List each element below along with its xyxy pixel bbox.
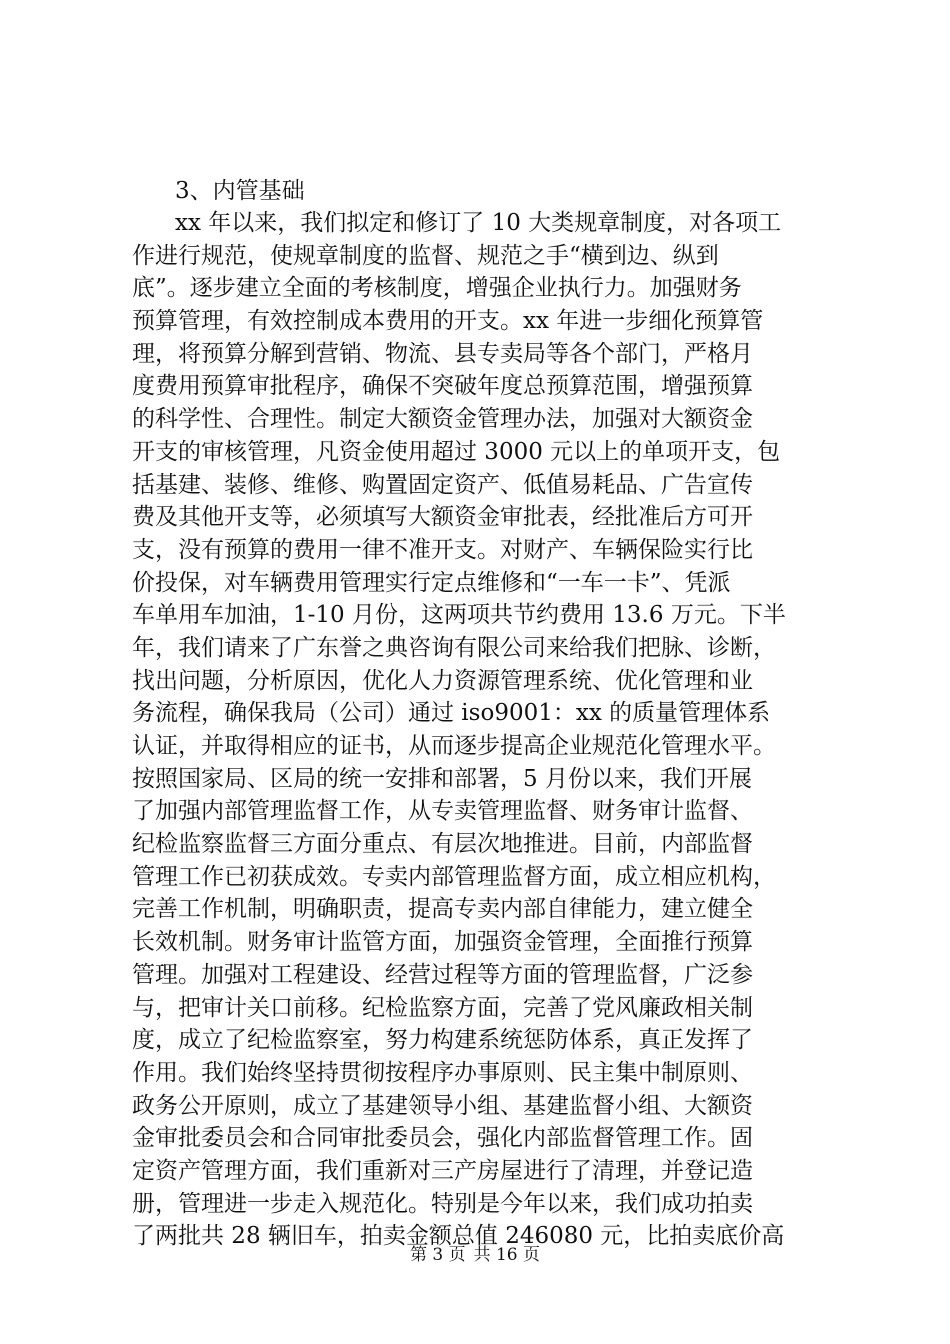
- text-line: 底”。逐步建立全面的考核制度，增强企业执行力。加强财务: [132, 275, 742, 302]
- body-paragraph: [132, 207, 832, 1253]
- text-line: 找出问题，分析原因，优化人力资源管理系统、优化管理和业: [132, 667, 753, 694]
- text-line: 管理工作已初获成效。专卖内部管理监督方面，成立相应机构，: [132, 863, 776, 890]
- text-line: 费及其他开支等，必须填写大额资金审批表，经批准后方可开: [132, 504, 753, 531]
- text-line: 完善工作机制，明确职责，提高专卖内部自律能力，建立健全: [132, 896, 753, 923]
- text-line: 纪检监察监督三方面分重点、有层次地推进。目前，内部监督: [132, 831, 753, 858]
- text-line: 了加强内部管理监督工作，从专卖管理监督、财务审计监督、: [132, 798, 753, 825]
- text-line: 政务公开原则，成立了基建领导小组、基建监督小组、大额资: [132, 1092, 753, 1119]
- text-line: 理，将预算分解到营销、物流、县专卖局等各个部门，严格月: [132, 340, 753, 367]
- page-footer: [0, 1244, 950, 1266]
- text-line: 定资产管理方面，我们重新对三产房屋进行了清理，并登记造: [132, 1157, 753, 1184]
- text-line: 年，我们请来了广东誉之典咨询有限公司来给我们把脉、诊断，: [132, 634, 776, 661]
- text-line: 作用。我们始终坚持贯彻按程序办事原则、民主集中制原则、: [132, 1059, 753, 1086]
- text-line: 括基建、装修、维修、购置固定资产、低值易耗品、广告宣传: [132, 471, 753, 498]
- text-line: 度，成立了纪检监察室，努力构建系统惩防体系，真正发挥了: [132, 1027, 753, 1054]
- text-line: 与，把审计关口前移。纪检监察方面，完善了党风廉政相关制: [132, 994, 753, 1021]
- text-line: 价投保，对车辆费用管理实行定点维修和“一车一卡”、凭派: [132, 569, 731, 596]
- text-line: 的科学性、合理性。制定大额资金管理办法，加强对大额资金: [132, 406, 753, 433]
- text-line: 支，没有预算的费用一律不准开支。对财产、车辆保险实行比: [132, 536, 753, 563]
- text-line: 册，管理进一步走入规范化。特别是今年以来，我们成功拍卖: [132, 1190, 753, 1217]
- text-line: 作进行规范，使规章制度的监督、规范之手“横到边、纵到: [132, 242, 719, 269]
- text-line: 了两批共 28 辆旧车，拍卖金额总值 246080 元，比拍卖底价高: [132, 1223, 785, 1250]
- text-line: 预算管理，有效控制成本费用的开支。xx 年进一步细化预算管: [132, 308, 764, 335]
- text-line: 开支的审核管理，凡资金使用超过 3000 元以上的单项开支，包: [132, 438, 781, 465]
- text-line: 管理。加强对工程建设、经营过程等方面的管理监督，广泛参: [132, 961, 753, 988]
- text-line: 金审批委员会和合同审批委员会，强化内部监督管理工作。固: [132, 1125, 753, 1152]
- text-line: 长效机制。财务审计监管方面，加强资金管理，全面推行预算: [132, 929, 753, 956]
- text-line: 车单用车加油，1-10 月份，这两项共节约费用 13.6 万元。下半: [132, 602, 786, 629]
- page-total: 共 16 页: [473, 1245, 541, 1265]
- section-heading: 3、内管基础: [175, 178, 305, 204]
- text-line: 按照国家局、区局的统一安排和部署，5 月份以来，我们开展: [132, 765, 752, 792]
- text-line: xx 年以来，我们拟定和修订了 10 大类规章制度，对各项工: [175, 210, 782, 236]
- page-number: 第 3 页: [409, 1245, 466, 1265]
- text-line: 认证，并取得相应的证书，从而逐步提高企业规范化管理水平。: [132, 733, 776, 759]
- text-line: 度费用预算审批程序，确保不突破年度总预算范围，增强预算: [132, 373, 753, 400]
- text-line: 务流程，确保我局（公司）通过 iso9001：xx 的质量管理体系: [132, 700, 771, 727]
